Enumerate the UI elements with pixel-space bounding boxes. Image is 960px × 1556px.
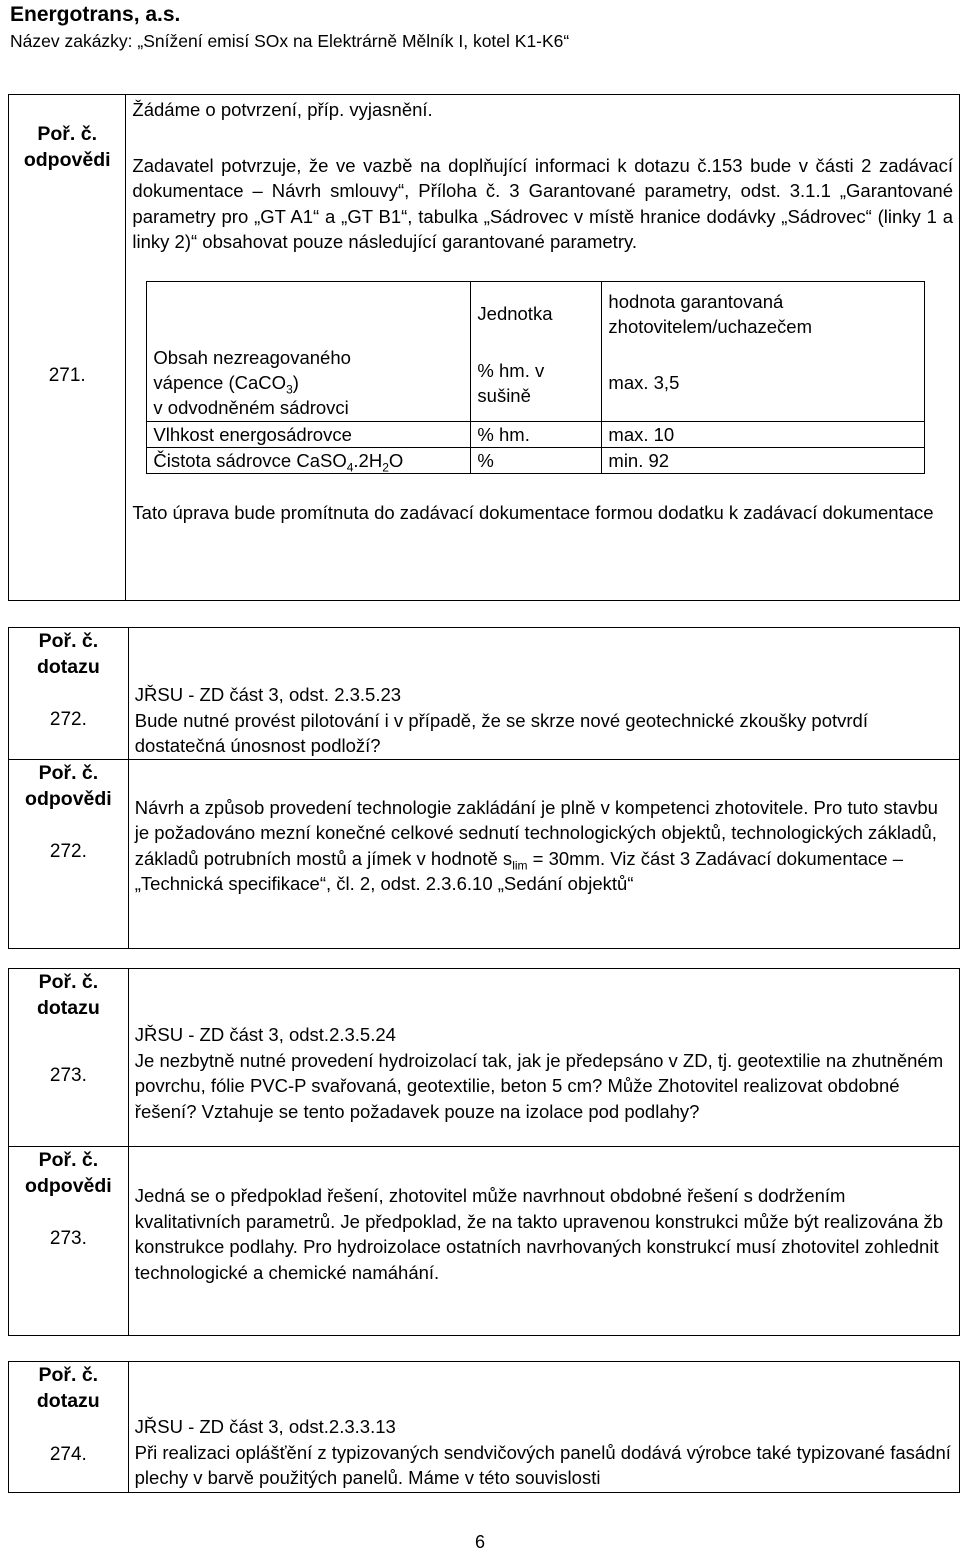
item-273-number: 273. (49, 1228, 87, 1249)
parameter-text: Čistota sádrovce CaSO (153, 449, 347, 471)
item-271-table (8, 94, 960, 601)
parameter-line: v odvodněném sádrovci (153, 397, 349, 419)
table-row (147, 345, 925, 421)
subscript: 3 (286, 382, 293, 397)
column-header-unit: Jednotka (471, 281, 602, 345)
question-label-line1: Poř. č. (38, 630, 99, 652)
item-272-question: Bude nutné provést pilotování i v případě, že se skrze nové geotechnické zkoušky potvrdí dostatečná únosnost podloží? (134, 709, 868, 756)
item-273-number: 273. (49, 1065, 87, 1086)
item-273-answer: Jedná se o předpoklad řešení, zhotovitel může navrhnout obdobné řešení s dodržením kvalitativních parametrů. Je předpoklad, že na takto upravenou konstrukci může být realizována žb konstrukce podlahy. Pro hydroizolace ostatních navrhovaných konstrukcí musí zhotovitel zohlednit technologické a chemické namáhání. (134, 1185, 944, 1283)
item-272-number: 272. (49, 840, 87, 862)
answer-label-line1: Poř. č. (37, 123, 97, 145)
answer-label-line1: Poř. č. (38, 1149, 99, 1171)
item-271-answer: Zadavatel potvrzuje, že ve vazbě na doplňující informaci k dotazu č.153 bude v části 2 zadávací dokumentace – Návrh smlouvy“, Příloha č. 3 Garantované parametry, odst. 3.1.1 „Garantované parametry pro „GT A1“ a „GT B1“, tabulka „Sádrovec v místě hranice dodávky „Sádrovec“ (linky 1 a linky 2)“ obsahovat pouze následující garantované parametry. (132, 154, 953, 252)
item-274-question-content (128, 1362, 959, 1493)
item-271-label-cell (9, 95, 126, 601)
parameter-line (153, 370, 470, 395)
question-label-line1: Poř. č. (38, 971, 99, 993)
item-273-question-label-cell (9, 969, 129, 1147)
parameter-text: ) (292, 372, 299, 394)
page-number: 6 (474, 1532, 485, 1552)
item-271-number: 271. (48, 365, 86, 386)
value-cell: max. 3,5 (602, 345, 925, 421)
unit-cell: % hm. v sušině (471, 345, 602, 421)
item-274-number: 274. (49, 1444, 87, 1465)
item-273-question-content (128, 969, 959, 1147)
item-273-table (8, 968, 960, 1336)
item-273-question: Je nezbytně nutné provedení hydroizolací tak, jak je předepsáno v ZD, tj. geotextilie na zhutněném povrchu, fólie PVC-P svařovaná, geotextilie, beton 5 cm? Může Zhotovitel realizovat obdobné řešení? Vztahuje se tento požadavek pouze na izolace pod podlahy? (134, 1049, 944, 1122)
item-272-number: 272. (49, 709, 87, 730)
parameter-text: vápence (CaCO (153, 372, 287, 394)
item-274-table (8, 1361, 960, 1493)
subscript: 2 (382, 460, 389, 475)
item-273-answer-content (128, 1147, 959, 1336)
question-label-line2: dotazu (36, 656, 100, 678)
table-row (147, 421, 925, 447)
item-272-answer (135, 795, 953, 897)
item-273-answer-label-cell (9, 1147, 129, 1336)
unit-cell: % (471, 447, 602, 473)
parameter-text: .2H (353, 449, 383, 471)
answer-text: Návrh a způsob provedení technologie zakládání je plně v kompetenci zhotovitele. Pro tuto stavbu je požadováno mezní konečné celkové sednutí technologických objektů, technologických základů, základů potrubních mostů a jímek v hodnotě s (134, 796, 938, 869)
item-272-question-ref: JŘSU - ZD část 3, odst. 2.3.5.23 (134, 684, 402, 705)
item-273-question-ref: JŘSU - ZD část 3, odst.2.3.5.24 (134, 1024, 396, 1045)
contract-title: Název zakázky: „Snížení emisí SOx na Elektrárně Mělník I, kotel K1-K6“ (10, 31, 570, 51)
header-empty-cell (147, 281, 471, 345)
item-274-question: Při realizaci oplášťění z typizovaných sendvičových panelů dodává výrobce také typizované fasádní plechy v barvě použitých panelů. Máme v této souvislosti (134, 1441, 951, 1488)
item-271-intro: Žádáme o potvrzení, příp. vyjasnění. (132, 99, 433, 120)
item-271-closing: Tato úprava bude promítnuta do zadávací dokumentace formou dodatku k zadávací dokumentace (132, 501, 934, 523)
answer-label-line2: odpovědi (25, 787, 112, 810)
item-272-question-content (128, 628, 959, 760)
answer-text: = 30mm. Viz část 3 Zadávací dokumentace – „Technická specifikace“, čl. 2, odst. 2.3.6.10 „Sedání objektů“ (134, 847, 904, 894)
company-name: Energotrans, a.s. (10, 3, 181, 26)
item-271-content (126, 95, 960, 601)
item-272-table (8, 627, 960, 949)
parameter-line: Obsah nezreagovaného (153, 347, 351, 369)
item-272-question-label-cell (9, 628, 129, 760)
unit-cell: % hm. (471, 421, 602, 447)
subscript: 4 (346, 460, 354, 475)
item-274-question-ref: JŘSU - ZD část 3, odst.2.3.3.13 (134, 1416, 396, 1437)
answer-label-line1: Poř. č. (38, 761, 99, 784)
value-cell: min. 92 (602, 447, 925, 473)
table-row (147, 447, 925, 473)
question-label-line2: dotazu (36, 1390, 100, 1412)
answer-label-line2: odpovědi (25, 1175, 112, 1197)
subscript: lim (512, 858, 528, 873)
column-header-value: hodnota garantovaná zhotovitelem/uchazečem (602, 281, 925, 345)
item-272-answer-content (128, 759, 959, 948)
answer-label-line2: odpovědi (23, 149, 111, 171)
parameter-cell (147, 345, 471, 421)
item-274-question-label-cell (9, 1362, 129, 1493)
question-label-line1: Poř. č. (38, 1364, 99, 1386)
guaranteed-parameters-table (146, 281, 925, 474)
parameter-text: O (388, 449, 404, 471)
question-label-line2: dotazu (36, 997, 100, 1019)
document-header (10, 2, 569, 53)
value-cell: max. 10 (602, 421, 925, 447)
item-272-answer-label-cell (9, 759, 129, 948)
parameter-cell: Vlhkost energosádrovce (147, 421, 471, 447)
parameter-cell (147, 447, 471, 473)
